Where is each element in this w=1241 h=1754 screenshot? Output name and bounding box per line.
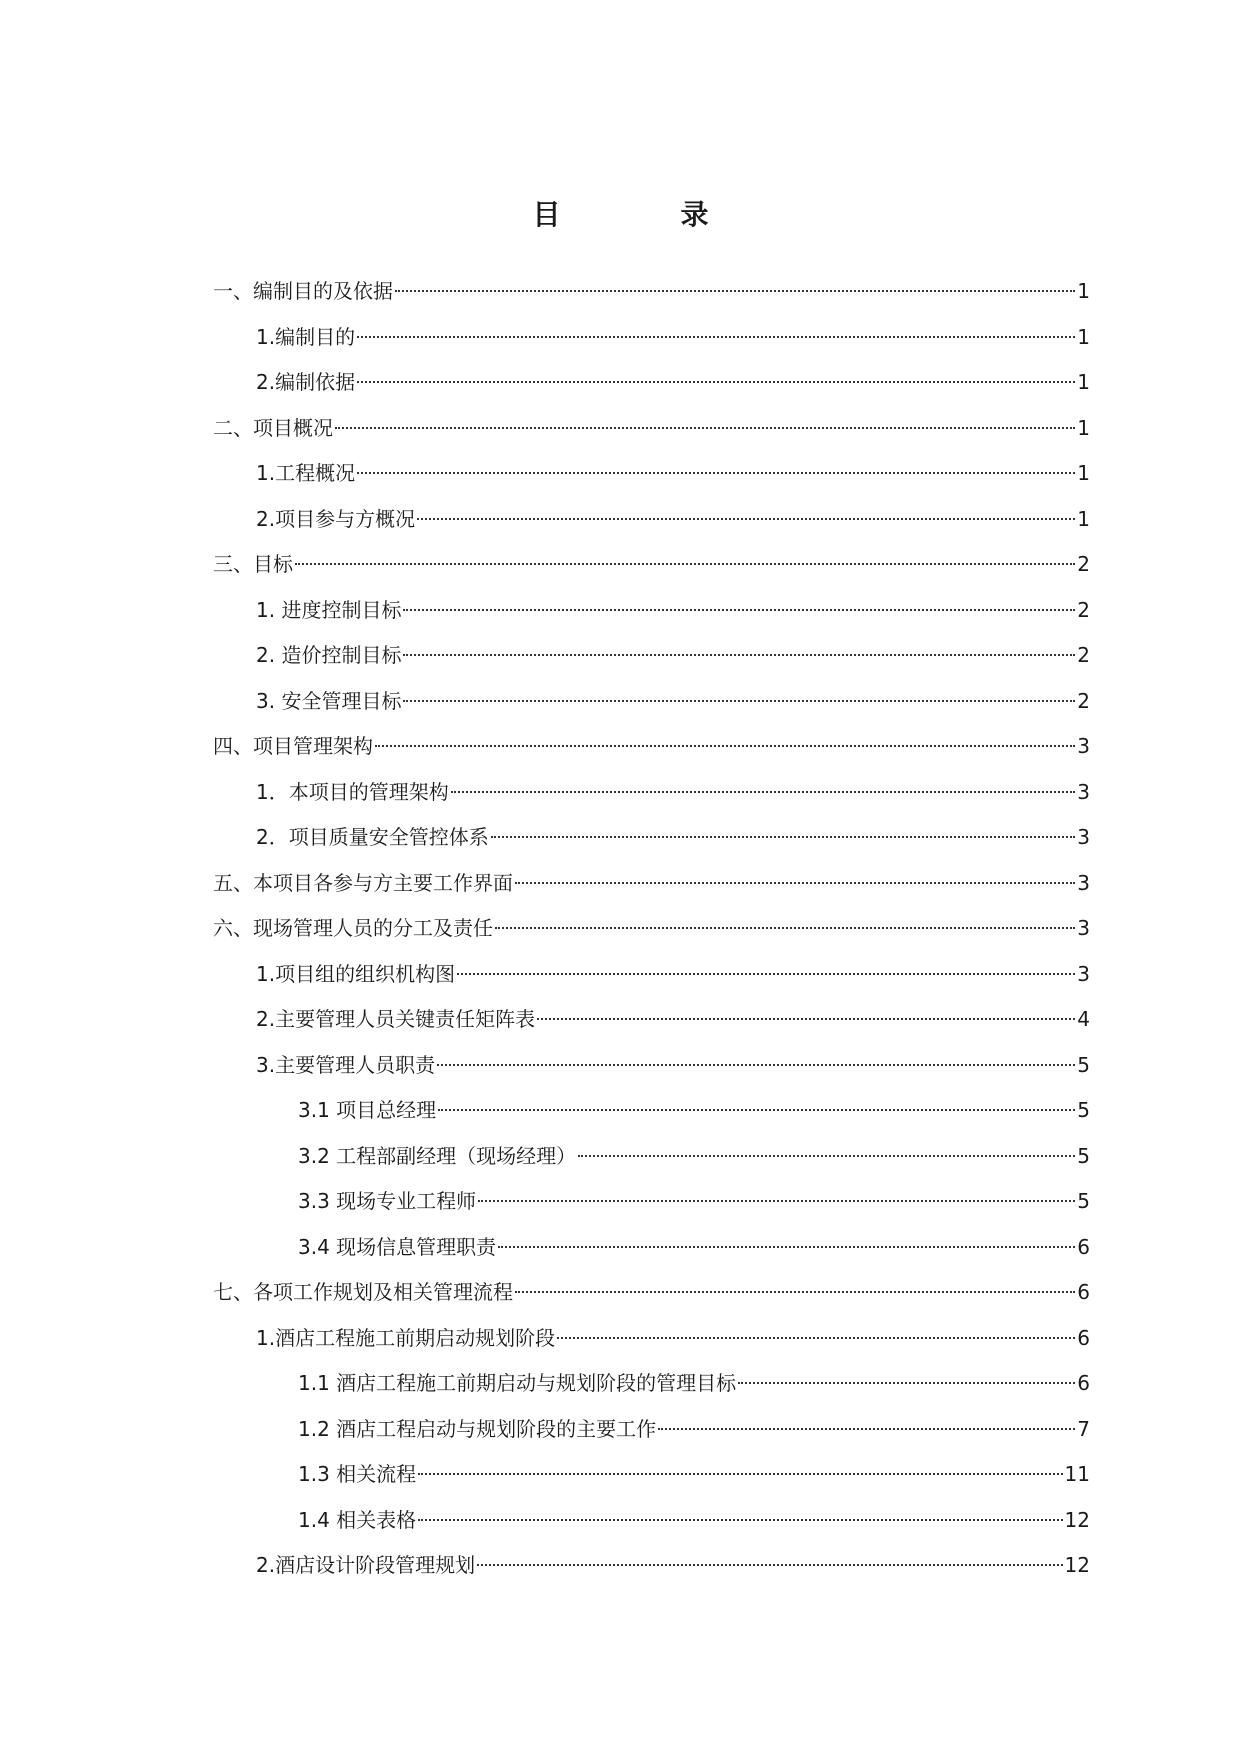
- toc-entry-page-number: 3: [1077, 734, 1090, 758]
- toc-entry-page-number: 1: [1077, 279, 1090, 303]
- toc-entry-page-number: 6: [1077, 1234, 1090, 1259]
- dot-leader: [658, 1408, 1075, 1436]
- toc-entry-label: 2.编制依据: [256, 370, 356, 394]
- dot-leader: [537, 998, 1075, 1026]
- dot-leader: [495, 907, 1075, 935]
- toc-title: 目 录: [532, 197, 755, 231]
- toc-entry-label: 1.酒店工程施工前期启动规划阶段: [256, 1325, 556, 1350]
- toc-entry-label: 3.3 现场专业工程师: [298, 1189, 477, 1213]
- toc-entry[interactable]: [0, 771, 1241, 817]
- toc-entry-page-number: 1: [1077, 370, 1090, 394]
- dot-leader: [357, 452, 1075, 480]
- toc-entry[interactable]: [0, 953, 1241, 999]
- toc-entry-page-number: 4: [1077, 1007, 1090, 1031]
- toc-entry-page-number: 12: [1064, 1553, 1090, 1577]
- dot-leader: [357, 316, 1075, 344]
- toc-entry[interactable]: [0, 1362, 1241, 1408]
- toc-entry-page-number: 11: [1064, 1462, 1090, 1486]
- toc-entry-page-number: 12: [1064, 1507, 1090, 1532]
- dot-leader: [418, 1499, 1062, 1527]
- dot-leader: [491, 816, 1076, 844]
- toc-entry[interactable]: [0, 1226, 1241, 1272]
- toc-entry-page-number: 1: [1077, 461, 1090, 485]
- dot-leader: [403, 589, 1075, 617]
- dot-leader: [295, 543, 1075, 571]
- toc-entry-label: 2.酒店设计阶段管理规划: [256, 1553, 476, 1577]
- toc-entry[interactable]: [0, 907, 1241, 953]
- toc-entry-label: 1.3 相关流程: [298, 1462, 417, 1486]
- toc-entry[interactable]: [0, 1271, 1241, 1317]
- toc-entry-label: 2. 造价控制目标: [256, 643, 402, 667]
- toc-entry[interactable]: [0, 1544, 1241, 1590]
- toc-list: [0, 270, 1241, 1590]
- dot-leader: [403, 634, 1075, 662]
- toc-entry-label: 3.1 项目总经理: [298, 1098, 437, 1122]
- toc-entry[interactable]: [0, 862, 1241, 908]
- toc-entry-label: 3.4 现场信息管理职责: [298, 1234, 497, 1259]
- toc-entry-label: 六、现场管理人员的分工及责任: [213, 916, 493, 940]
- dot-leader: [557, 1317, 1075, 1345]
- toc-entry-page-number: 2: [1077, 688, 1090, 713]
- toc-entry-label: 1.4 相关表格: [298, 1507, 417, 1532]
- dot-leader: [498, 1226, 1075, 1254]
- toc-entry[interactable]: [0, 498, 1241, 544]
- toc-entry[interactable]: [0, 452, 1241, 498]
- dot-leader: [418, 1453, 1062, 1481]
- toc-entry-page-number: 1: [1077, 506, 1090, 531]
- dot-leader: [515, 1271, 1075, 1299]
- toc-entry[interactable]: [0, 1180, 1241, 1226]
- toc-entry-page-number: 5: [1077, 1143, 1090, 1168]
- toc-entry-page-number: 3: [1077, 961, 1090, 986]
- dot-leader: [451, 771, 1076, 799]
- dot-leader: [478, 1180, 1075, 1208]
- toc-entry[interactable]: [0, 1044, 1241, 1090]
- toc-entry[interactable]: [0, 1499, 1241, 1545]
- toc-entry-label: 1.2 酒店工程启动与规划阶段的主要工作: [298, 1416, 657, 1441]
- toc-entry-page-number: 3: [1077, 916, 1090, 940]
- dot-leader: [578, 1135, 1075, 1163]
- dot-leader: [515, 862, 1075, 890]
- toc-entry[interactable]: [0, 589, 1241, 635]
- toc-entry-label: 1.1 酒店工程施工前期启动与规划阶段的管理目标: [298, 1371, 737, 1395]
- toc-entry[interactable]: [0, 634, 1241, 680]
- toc-entry-page-number: 3: [1077, 779, 1090, 804]
- toc-entry[interactable]: [0, 407, 1241, 453]
- toc-entry-page-number: 6: [1077, 1325, 1090, 1350]
- toc-entry-label: 一、编制目的及依据: [213, 279, 393, 303]
- toc-entry-label: 2．项目质量安全管控体系: [256, 825, 489, 849]
- toc-entry[interactable]: [0, 1317, 1241, 1363]
- toc-entry-label: 2.项目参与方概况: [256, 506, 416, 531]
- toc-entry-label: 五、本项目各参与方主要工作界面: [213, 870, 513, 895]
- toc-entry-label: 七、各项工作规划及相关管理流程: [213, 1280, 513, 1304]
- toc-entry-page-number: 1: [1077, 415, 1090, 440]
- toc-entry-page-number: 2: [1077, 597, 1090, 622]
- dot-leader: [738, 1362, 1075, 1390]
- toc-entry-page-number: 5: [1077, 1098, 1090, 1122]
- toc-entry-page-number: 6: [1077, 1280, 1090, 1304]
- toc-entry-page-number: 3: [1077, 825, 1090, 849]
- toc-entry-label: 1. 进度控制目标: [256, 597, 402, 622]
- toc-entry[interactable]: [0, 1135, 1241, 1181]
- toc-entry-label: 1.编制目的: [256, 324, 356, 349]
- dot-leader: [417, 498, 1075, 526]
- toc-entry-label: 1.工程概况: [256, 461, 356, 485]
- toc-entry-page-number: 2: [1077, 552, 1090, 576]
- toc-entry[interactable]: [0, 1089, 1241, 1135]
- toc-entry-label: 二、项目概况: [213, 415, 333, 440]
- dot-leader: [477, 1544, 1062, 1572]
- toc-entry[interactable]: [0, 361, 1241, 407]
- toc-entry-page-number: 5: [1077, 1052, 1090, 1077]
- toc-entry-label: 四、项目管理架构: [213, 734, 373, 758]
- toc-entry-label: 三、目标: [213, 552, 293, 576]
- toc-entry[interactable]: [0, 998, 1241, 1044]
- dot-leader: [457, 953, 1075, 981]
- dot-leader: [375, 725, 1075, 753]
- toc-entry-page-number: 5: [1077, 1189, 1090, 1213]
- toc-entry-label: 1．本项目的管理架构: [256, 779, 449, 804]
- toc-entry-label: 1.项目组的组织机构图: [256, 961, 456, 986]
- toc-entry[interactable]: [0, 725, 1241, 771]
- toc-entry[interactable]: [0, 543, 1241, 589]
- dot-leader: [403, 680, 1075, 708]
- toc-entry-page-number: 1: [1077, 324, 1090, 349]
- toc-entry[interactable]: [0, 680, 1241, 726]
- toc-entry[interactable]: [0, 1408, 1241, 1454]
- toc-entry-label: 3. 安全管理目标: [256, 688, 402, 713]
- toc-entry-page-number: 7: [1077, 1416, 1090, 1441]
- toc-entry[interactable]: [0, 316, 1241, 362]
- toc-entry[interactable]: [0, 1453, 1241, 1499]
- toc-entry[interactable]: [0, 270, 1241, 316]
- dot-leader: [335, 407, 1075, 435]
- toc-entry-page-number: 3: [1077, 870, 1090, 895]
- toc-entry-label: 3.2 工程部副经理（现场经理）: [298, 1143, 577, 1168]
- toc-entry[interactable]: [0, 816, 1241, 862]
- toc-entry-label: 2.主要管理人员关键责任矩阵表: [256, 1007, 536, 1031]
- dot-leader: [395, 270, 1075, 298]
- dot-leader: [357, 361, 1075, 389]
- toc-entry-page-number: 6: [1077, 1371, 1090, 1395]
- dot-leader: [438, 1089, 1075, 1117]
- dot-leader: [437, 1044, 1075, 1072]
- toc-entry-page-number: 2: [1077, 643, 1090, 667]
- toc-entry-label: 3.主要管理人员职责: [256, 1052, 436, 1077]
